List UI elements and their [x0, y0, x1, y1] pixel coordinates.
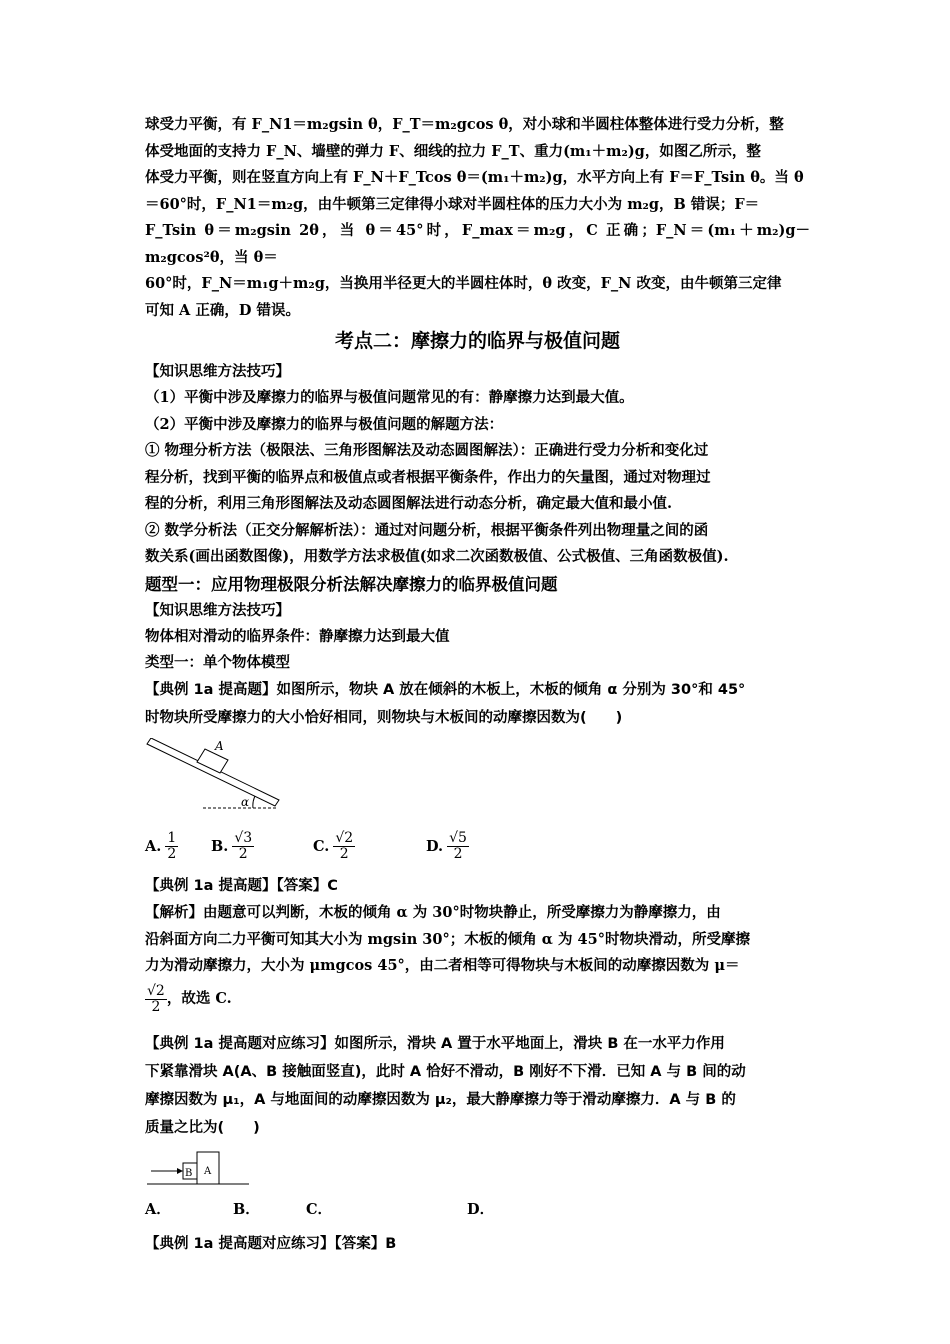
incline-figure — [145, 738, 285, 820]
fraction-den: 2 — [453, 845, 463, 862]
section-title: 考点二：摩擦力的临界与极值问题 — [334, 330, 620, 352]
text-line: 球受力平衡，有 F_N1＝m₂gsin θ，F_T＝m₂gcos θ，对小球和半圆柱体整体进行受力分析，整 — [145, 116, 784, 133]
analysis-line: 【解析】由题意可以判断，木板的倾角 α 为 30°时物块静止，所受摩擦力为静摩擦力，由 — [145, 904, 721, 921]
option-letter: C. — [313, 837, 330, 855]
option-c[interactable] — [313, 831, 426, 862]
text-line: 体受地面的支持力 F_N、墙壁的弹力 F、细线的拉力 F_T、重力(m₁＋m₂)g，如图乙所示，整 — [145, 142, 761, 160]
option-d[interactable] — [426, 831, 469, 862]
options2 — [145, 1198, 810, 1222]
fraction-den: 2 — [151, 999, 161, 1015]
fraction-den: 2 — [167, 845, 177, 862]
fraction-num: √3 — [234, 829, 253, 846]
category-title: 类型一：单个物体模型 — [145, 655, 290, 671]
option-letter: D. — [426, 837, 444, 855]
document-page — [145, 112, 810, 1258]
example1-line: 时物块所受摩擦力的大小恰好相同，则物块与木板间的动摩擦因数为( ) — [145, 710, 623, 726]
option-a[interactable] — [145, 831, 211, 862]
text-line: F_Tsin θ＝m₂gsin 2θ，当 θ＝45°时，F_max＝m₂g，C 正确；F_N＝(m₁＋m₂)g－m₂gcos²θ，当 θ＝ — [145, 222, 810, 266]
option-letter: A. — [145, 837, 162, 855]
fraction — [165, 831, 178, 862]
option-b[interactable]: B． — [233, 1200, 260, 1218]
example2-line: 质量之比为( ) — [145, 1119, 260, 1136]
tips-label-2: 【知识思维方法技巧】 — [145, 602, 290, 619]
fraction-num: √5 — [449, 829, 467, 846]
tip-line: （2）平衡中涉及摩擦力的临界与极值问题的解题方法： — [145, 415, 504, 433]
method-line: ① 物理分析方法（极限法、三角形图解法及动态圆图解法）：正确进行受力分析和变化过 — [145, 442, 709, 459]
method-line: 程分析，找到平衡的临界点和极值点或者根据平衡条件，作出力的矢量图，通过对物理过 — [145, 468, 711, 486]
text-line: 体受力平衡，则在竖直方向上有 F_N＋F_Tcos θ＝(m₁＋m₂)g，水平方向上有 F＝F_Tsin θ。当 θ — [145, 169, 804, 186]
fraction-num: √2 — [147, 983, 165, 999]
analysis-line: 力为滑动摩擦力，大小为 μmgcos 45°，由二者相等可得物块与木板间的动摩擦因数为 μ＝ — [145, 957, 740, 974]
answer2: 【典例 1a 提高题对应练习】【答案】B — [145, 1235, 397, 1252]
fraction — [232, 831, 254, 862]
analysis-fraction — [145, 984, 167, 1015]
example2-line: 摩擦因数为 μ₁，A 与地面间的动摩擦因数为 μ₂，最大静摩擦力等于滑动摩擦力．A 与 B 的 — [145, 1091, 736, 1108]
intro-paragraph — [145, 112, 810, 324]
tip-line: （1）平衡中涉及摩擦力的临界与极值问题常见的有：静摩擦力达到最大值。 — [145, 389, 634, 406]
analysis-line: 沿斜面方向二力平衡可知其大小为 mgsin 30°；木板的倾角 α 为 45°时物块滑动，所受摩擦 — [145, 930, 750, 948]
tips-label: 【知识思维方法技巧】 — [145, 364, 290, 380]
option-letter: B. — [211, 837, 229, 855]
analysis-end-line — [145, 980, 810, 1020]
option-c[interactable]: C． — [306, 1200, 333, 1218]
inclined-board — [147, 738, 279, 806]
fraction-num: 1 — [167, 829, 177, 846]
fraction-num: √2 — [335, 829, 354, 846]
type-title: 题型一：应用物理极限分析法解决摩擦力的临界极值问题 — [145, 574, 558, 594]
option-a[interactable]: A． — [145, 1200, 171, 1218]
example2-line: 下紧靠滑块 A(A、B 接触面竖直)，此时 A 恰好不滑动，B 刚好不下滑．已知 A 与 B 间的动 — [145, 1063, 746, 1080]
method-line: 程的分析，利用三角形图解法及动态圆图解法进行动态分析，确定最大值和最小值. — [145, 495, 673, 512]
text-line: 60°时，F_N＝m₁g＋m₂g，当换用半径更大的半圆柱体时，θ 改变，F_N 改变，由牛顿第三定律 — [145, 275, 782, 292]
block-b-label: B — [185, 1167, 193, 1179]
option-b[interactable] — [211, 831, 313, 862]
text-line: 可知 A 正确，D 错误。 — [145, 301, 300, 319]
options1 — [145, 824, 810, 868]
answer1: 【典例 1a 提高题】【答案】C — [145, 878, 338, 894]
angle-arc — [253, 796, 255, 808]
method-line: 数关系(画出函数图像)，用数学方法求极值(如求二次函数极值、公式极值、三角函数极值). — [145, 548, 729, 565]
example1-line: 【典例 1a 提高题】如图所示，物块 A 放在倾斜的木板上，木板的倾角 α 分别为 30°和 45° — [145, 682, 746, 698]
fraction — [447, 831, 469, 862]
arrow-head — [177, 1168, 183, 1174]
fraction — [333, 831, 355, 862]
method-line: ② 数学分析法（正交分解解析法）：通过对问题分析，根据平衡条件列出物理量之间的函 — [145, 521, 709, 539]
block-label: A — [215, 739, 224, 753]
condition-text: 物体相对滑动的临界条件：静摩擦力达到最大值 — [145, 627, 450, 645]
option-d[interactable]: D． — [467, 1200, 495, 1218]
example2-line: 【典例 1a 提高题对应练习】如图所示，滑块 A 置于水平地面上，滑块 B 在一水平力作用 — [145, 1035, 725, 1052]
angle-label: α — [241, 795, 250, 809]
blocks-figure — [145, 1148, 255, 1188]
fraction-den: 2 — [339, 845, 349, 862]
analysis-end: ，故选 C. — [166, 990, 232, 1008]
fraction-den: 2 — [238, 845, 248, 862]
block-a2-label: A — [204, 1165, 212, 1177]
text-line: ＝60°时，F_N1＝m₂g，由牛顿第三定律得小球对半圆柱体的压力大小为 m₂g，B 错误；F＝ — [145, 195, 760, 213]
